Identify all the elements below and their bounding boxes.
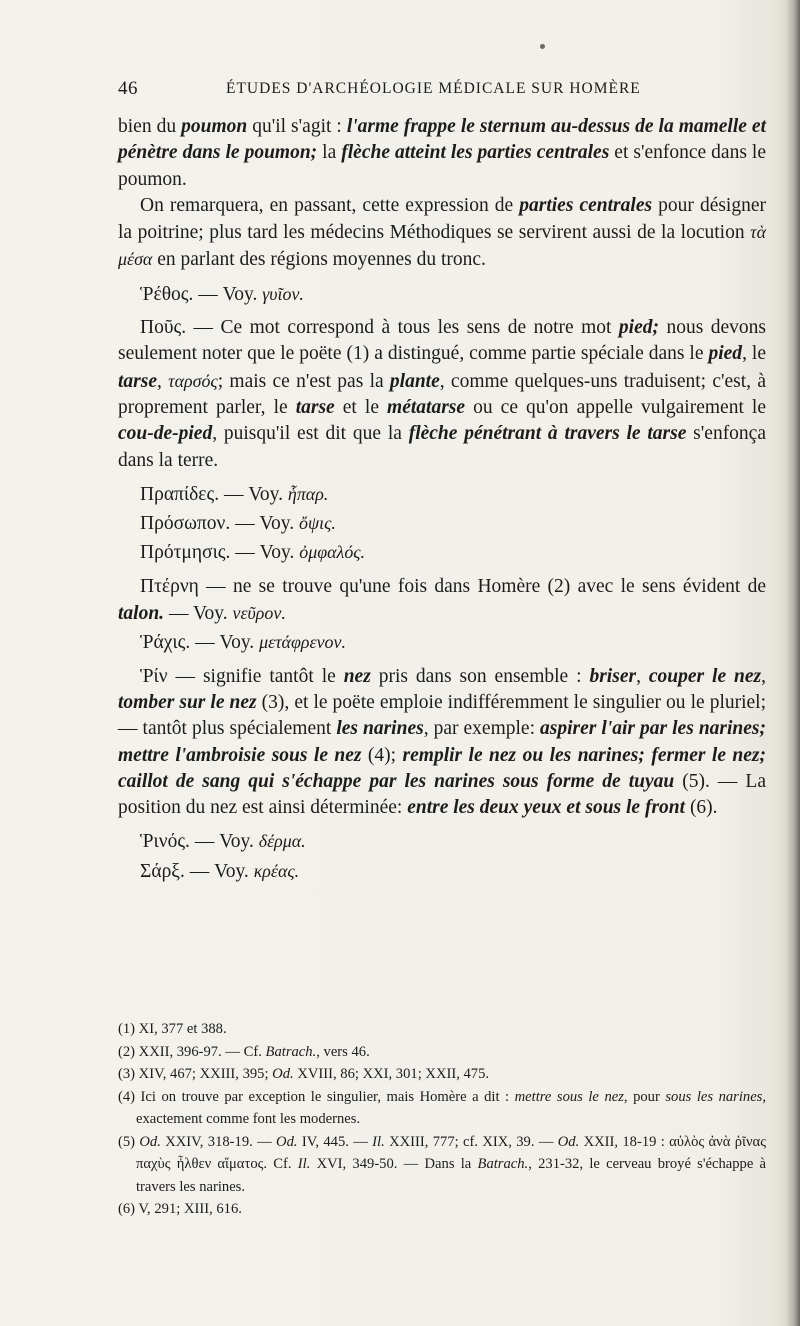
footnote-3: (3) XIV, 467; XXIII, 395; Od. XVIII, 86; XXI, 301; XXII, 475. [118, 1066, 490, 1082]
footnote-4: (4) Ici on trouve par exception le singulier, mais Homère a dit : mettre sous le nez, pour sous les narines, exactement comme font les modernes. [118, 1088, 767, 1127]
page-edge-shadow [786, 0, 800, 1326]
paragraph-pterne: Πτέρνη — ne se trouve qu'une fois dans Homère (2) avec le sens évident de talon. — Voy. νεῦρον. [118, 575, 766, 625]
entry-rachis: Ῥάχις. — Voy. μετάφρενον. [140, 632, 346, 654]
page-number: 46 [118, 78, 138, 99]
entry-protmesis: Πρότμησις. — Voy. ὀμφαλός. [140, 542, 366, 564]
paragraph-parties-centrales: On remarquera, en passant, cette expression de parties centrales pour désigner la poitrine; plus tard les médecins Méthodiques se servirent aussi de la locution τὰ μέσα en parlant des régions moyennes du tronc. [118, 194, 767, 271]
main-text [118, 114, 766, 885]
entry-prapides: Πραπίδες. — Voy. ἧπαρ. [140, 483, 329, 505]
entry-sarx: Σάρξ. — Voy. κρέας. [140, 860, 300, 882]
footnote-5: (5) Od. XXIV, 318-19. — Od. IV, 445. — Il. XXIII, 777; cf. XIX, 39. — Od. XXII, 18-19 : αὐλὸς ἀνὰ ῥῖνας παχὺς ἦλθεν αἵματος. Cf. Il. XVI, 349-50. — Dans la Batrach., 231-32, le cerveau broyé s'échappe à travers les narines. [118, 1133, 767, 1195]
running-title: ÉTUDES D'ARCHÉOLOGIE MÉDICALE SUR HOMÈRE [226, 80, 641, 97]
footnote-1: (1) XI, 377 et 388. [118, 1021, 227, 1037]
footnotes [118, 1018, 766, 1221]
entry-prosopon: Πρόσωπον. — Voy. ὄψις. [140, 513, 336, 535]
paragraph-poumon: bien du poumon qu'il s'agit : l'arme frappe le sternum au-dessus de la mamelle et pénètre dans le poumon; la flèche atteint les parties centrales et s'enfonce dans le poumon. [118, 116, 767, 190]
page-header [118, 78, 758, 106]
print-speck [540, 44, 545, 49]
entry-rethos: Ῥέθος. — Voy. γυῖον. [140, 283, 304, 305]
paragraph-rin: Ῥίν — signifie tantôt le nez pris dans son ensemble : briser, couper le nez, tomber sur le nez (3), et le poëte emploie indifféremment le singulier ou le pluriel; — tantôt plus spécialement les narines, par exemple: aspirer l'air par les narines; mettre l'ambroisie sous le nez (4); remplir le nez ou les narines; fermer le nez; caillot de sang qui s'échappe par les narines sous forme de tuyau (5). — La position du nez est ainsi déterminée: entre les deux yeux et sous le front (6). [118, 665, 767, 819]
entry-rinos: Ῥινός. — Voy. δέρμα. [140, 831, 306, 853]
footnote-6: (6) V, 291; XIII, 616. [118, 1201, 242, 1217]
footnote-2: (2) XXII, 396-97. — Cf. Batrach., vers 46. [118, 1043, 370, 1060]
paragraph-pous: Ποῦς. — Ce mot correspond à tous les sens de notre mot pied; nous devons seulement noter que le poëte (1) a distingué, comme partie spéciale dans le pied, le tarse, ταρσός; mais ce n'est pas la plante, comme quelques-uns traduisent; c'est, à proprement parler, le tarse et le métatarse ou ce qu'on appelle vulgairement le cou-de-pied, puisqu'il est dit que la flèche pénétrant à travers le tarse s'enfonça dans la terre. [118, 317, 766, 471]
